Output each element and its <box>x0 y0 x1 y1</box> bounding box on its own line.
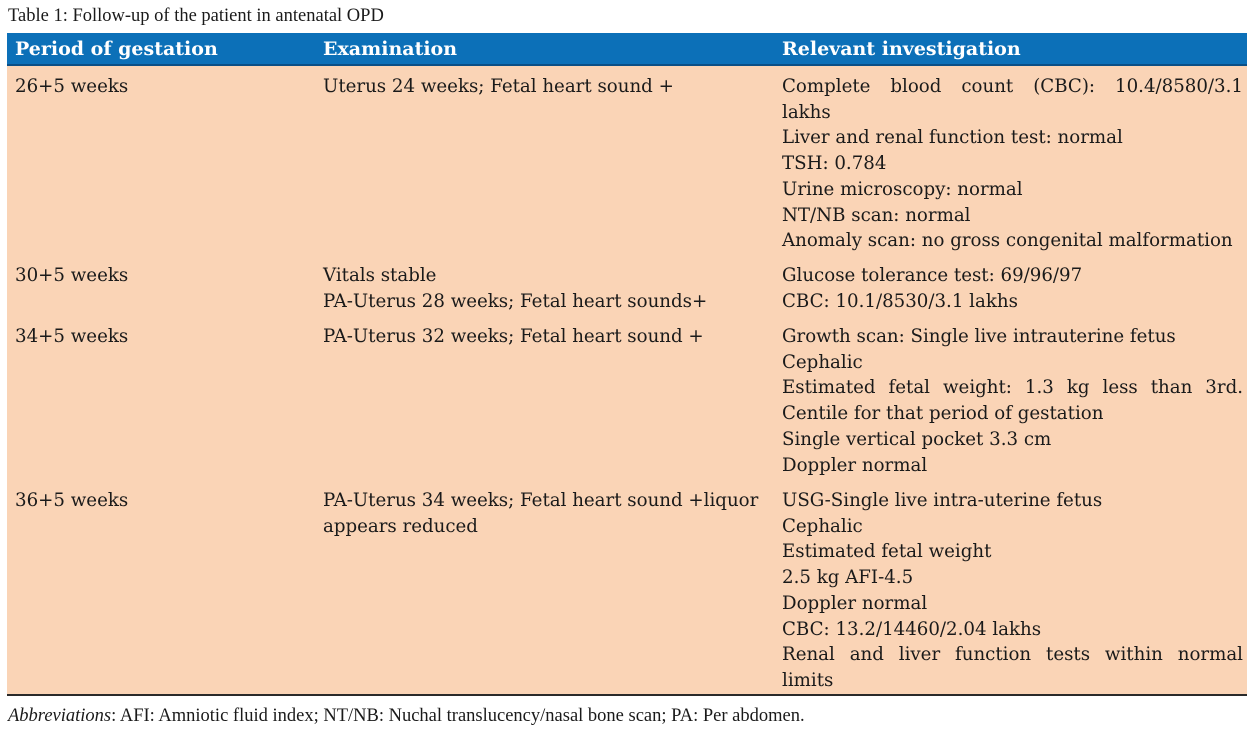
header-investigation: Relevant investigation <box>782 38 1021 60</box>
investigation-cell: USG-Single live intra-uterine fetus Cephalic Estimated fetal weight 2.5 kg AFI-4.5 Doppler normal CBC: 13.2/14460/2.04 lakhs Renal and liver function tests within normal limits <box>782 490 1243 691</box>
table-header-row <box>7 33 1247 66</box>
investigation-cell: Glucose tolerance test: 69/96/97 CBC: 10.1/8530/3.1 lakhs <box>782 265 1083 312</box>
abbreviations-label: Abbreviations <box>8 706 112 726</box>
investigation-cell: Growth scan: Single live intrauterine fetus Cephalic Estimated fetal weight: 1.3 kg less than 3rd. Centile for that period of gestation Single vertical pocket 3.3 cm Doppler normal <box>782 326 1243 476</box>
exam-cell: PA-Uterus 34 weeks; Fetal heart sound +liquor appears reduced <box>323 490 759 537</box>
period-cell: 30+5 weeks <box>15 265 129 286</box>
exam-cell: Uterus 24 weeks; Fetal heart sound + <box>323 76 674 97</box>
period-cell: 26+5 weeks <box>15 76 129 97</box>
investigation-cell: Complete blood count (CBC): 10.4/8580/3.1 lakhs Liver and renal function test: normal TSH: 0.784 Urine microscopy: normal NT/NB scan: normal Anomaly scan: no gross congenital malformation <box>782 76 1243 252</box>
header-period: Period of gestation <box>15 38 218 60</box>
abbreviations-text: : AFI: Amniotic fluid index; NT/NB: Nuchal translucency/nasal bone scan; PA: Per abdomen. <box>111 706 805 726</box>
period-cell: 36+5 weeks <box>15 490 129 511</box>
header-examination: Examination <box>323 38 458 60</box>
follow-up-table <box>7 33 1247 696</box>
exam-cell: Vitals stable PA-Uterus 28 weeks; Fetal heart sounds+ <box>323 265 708 312</box>
period-cell: 34+5 weeks <box>15 326 129 347</box>
abbreviations-note <box>8 703 805 729</box>
table-caption: Table 1: Follow-up of the patient in antenatal OPD <box>8 6 384 26</box>
exam-cell: PA-Uterus 32 weeks; Fetal heart sound + <box>323 326 704 347</box>
